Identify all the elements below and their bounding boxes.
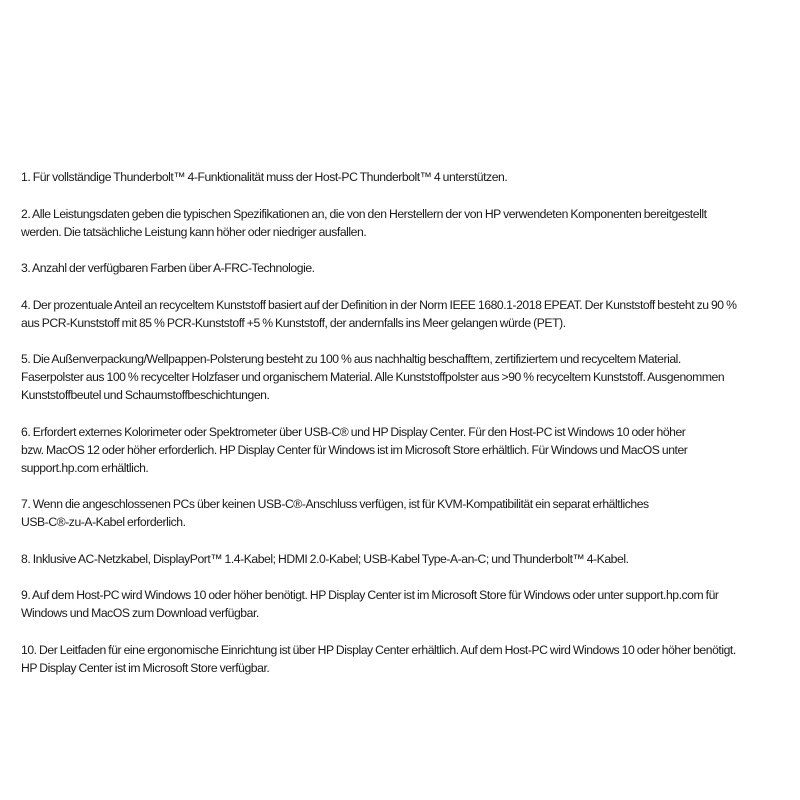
- footnote-5: [21, 350, 791, 404]
- footnote-1: [21, 168, 791, 186]
- footnote-line: Faserpolster aus 100 % recycelter Holzfaser und organischem Material. Alle Kunststoffpolster aus >90 % recyceltem Kunststoff. Ausgenommen: [21, 370, 725, 384]
- footnote-line: 3. Anzahl der verfügbaren Farben über A-FRC-Technologie.: [21, 261, 315, 275]
- footnote-line: HP Display Center ist im Microsoft Store verfügbar.: [21, 660, 270, 675]
- footnote-line: werden. Die tatsächliche Leistung kann höher oder niedriger ausfallen.: [21, 224, 367, 239]
- footnote-line: 10. Der Leitfaden für eine ergonomische Einrichtung ist über HP Display Center erhältlich. Auf dem Host-PC wird Windows 10 oder höher benötigt.: [21, 642, 736, 657]
- footnote-line: 2. Alle Leistungsdaten geben die typischen Spezifikationen an, die von den Herstellern der von HP verwendeten Komponenten bereitgestellt: [21, 206, 707, 221]
- footnote-line: 6. Erfordert externes Kolorimeter oder Spektrometer über USB-C® und HP Display Center. Für den Host-PC ist Windows 10 oder höher: [21, 424, 686, 439]
- footnote-4: [21, 296, 791, 332]
- footnote-line: Windows und MacOS zum Download verfügbar.: [21, 606, 259, 620]
- footnote-8: [21, 550, 791, 568]
- footnote-7: [21, 495, 791, 531]
- footnote-10: [21, 641, 791, 677]
- footnote-line: bzw. MacOS 12 oder höher erforderlich. HP Display Center für Windows ist im Microsoft Store erhältlich. Für Windows und MacOS unter: [21, 442, 688, 457]
- footnote-line: 9. Auf dem Host-PC wird Windows 10 oder höher benötigt. HP Display Center ist im Microsoft Store für Windows oder unter support.hp.com für: [21, 588, 719, 602]
- footnote-line: 7. Wenn die angeschlossenen PCs über keinen USB-C®-Anschluss verfügen, ist für KVM-Kompatibilität ein separat erhältliches: [21, 497, 649, 511]
- footnote-line: support.hp.com erhältlich.: [21, 460, 149, 475]
- footnote-line: 4. Der prozentuale Anteil an recyceltem Kunststoff basiert auf der Definition in der Norm IEEE 1680.1-2018 EPEAT. Der Kunststoff besteht zu 90 %: [21, 297, 737, 312]
- footnote-line: 8. Inklusive AC-Netzkabel, DisplayPort™ 1.4-Kabel; HDMI 2.0-Kabel; USB-Kabel Type-A-an-C; und Thunderbolt™ 4-Kabel.: [21, 551, 629, 566]
- footnote-line: 5. Die Außenverpackung/Wellpappen-Polsterung besteht zu 100 % aus nachhaltig beschafftem, zertifiziertem und recyceltem Material.: [21, 352, 681, 366]
- footnote-6: [21, 423, 791, 477]
- footnote-line: USB-C®-zu-A-Kabel erforderlich.: [21, 515, 186, 529]
- footnote-line: 1. Für vollständige Thunderbolt™ 4-Funktionalität muss der Host-PC Thunderbolt™ 4 unterstützen.: [21, 170, 508, 184]
- footnotes-list: [21, 168, 791, 695]
- footnote-line: Kunststoffbeutel und Schaumstoffbeschichtungen.: [21, 388, 270, 402]
- footnote-2: [21, 205, 791, 241]
- footnote-line: aus PCR-Kunststoff mit 85 % PCR-Kunststoff +5 % Kunststoff, der andernfalls ins Meer gelangen würde (PET).: [21, 315, 566, 330]
- footnote-9: [21, 586, 791, 622]
- footnote-3: [21, 259, 791, 277]
